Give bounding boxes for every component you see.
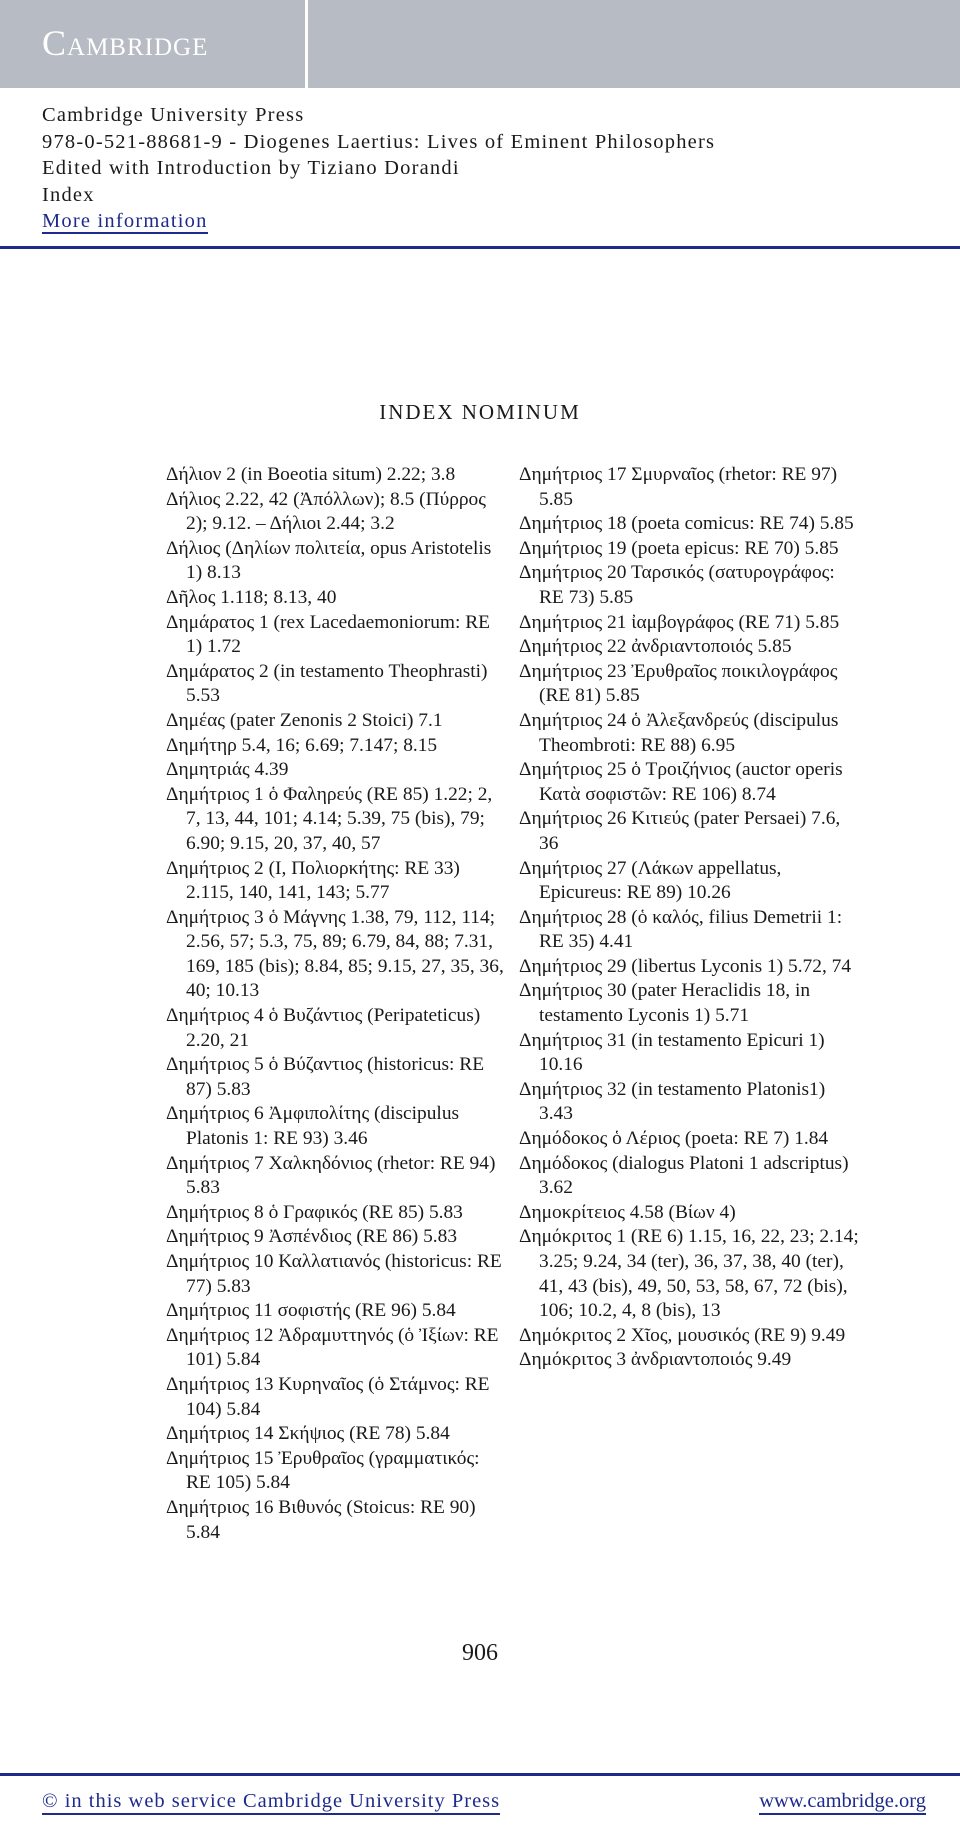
index-entry: Δημήτριος 2 (I, Πολιορκήτης: RE 33) 2.115, 140, 141, 143; 5.77: [166, 857, 460, 904]
index-entry: Δημόκριτος 2 Χῖος, μουσικός (RE 9) 9.49: [519, 1324, 846, 1346]
copyright-link[interactable]: © in this web service Cambridge University Press: [42, 1790, 500, 1815]
index-entry: Δημήτριος 1 ὁ Φαληρεύς (RE 85) 1.22; 2, 7, 13, 44, 101; 4.14; 5.39, 75 (bis), 79; 6.90; 9.15, 20, 37, 40, 57: [166, 783, 493, 854]
isbn-title: 978-0-521-88681-9 - Diogenes Laertius: Lives of Eminent Philosophers: [42, 130, 716, 153]
index-entry: Δημοκρίτειος 4.58 (Βίων 4): [519, 1201, 736, 1223]
index-entry: Δημόδοκος (dialogus Platoni 1 adscriptus) 3.62: [519, 1152, 849, 1199]
index-entry: Δημήτριος 32 (in testamento Platonis1) 3.43: [519, 1078, 826, 1125]
index-entry: Δημήτριος 11 σοφιστής (RE 96) 5.84: [166, 1300, 456, 1322]
index-entry: Δημήτριος 8 ὁ Γραφικός (RE 85) 5.83: [166, 1201, 463, 1223]
book-metadata: [42, 102, 715, 235]
index-entry: Δημήτριος 10 Καλλατιανός (historicus: RE 77) 5.83: [166, 1251, 502, 1297]
cambridge-website-link[interactable]: www.cambridge.org: [759, 1790, 926, 1815]
more-information-link[interactable]: More information: [42, 210, 208, 232]
index-entry: Δημάρατος 2 (in testamento Theophrasti) 5.53: [166, 660, 488, 707]
editor-line: Edited with Introduction by Tiziano Dorandi: [42, 157, 460, 179]
index-entry: Δημήτριος 22 ἀνδριαντοποιός 5.85: [519, 636, 792, 658]
index-entry: Δημήτριος 9 Ἀσπένδιος (RE 86) 5.83: [166, 1226, 458, 1248]
index-left-column: [166, 463, 506, 1545]
index-entry: Δημήτριος 24 ὁ Ἀλεξανδρεύς (discipulus Theombroti: RE 88) 6.95: [519, 709, 839, 756]
index-entry: Δημόδοκος ὁ Λέριος (poeta: RE 7) 1.84: [519, 1128, 829, 1150]
index-entry: Δημήτριος 25 ὁ Τροιζήνιος (auctor operis Κατὰ σοφιστῶν: RE 106) 8.74: [519, 759, 843, 805]
index-entry: Δημήτριος 23 Ἐρυθραῖος ποικιλογράφος (RE 81) 5.85: [519, 660, 838, 707]
index-entry: Δημήτριος 7 Χαλκηδόνιος (rhetor: RE 94) 5.83: [166, 1152, 496, 1199]
index-entry: Δημήτριος 29 (libertus Lyconis 1) 5.72, 74: [519, 955, 852, 977]
index-entry: Δημάρατος 1 (rex Lacedaemoniorum: RE 1) 1.72: [166, 611, 490, 658]
index-entry: Δημήτριος 20 Ταρσικός (σατυρογράφος: RE 73) 5.85: [519, 562, 835, 608]
index-entry: Δημήτριος 15 Ἐρυθραῖος (γραμματικός: RE 105) 5.84: [166, 1447, 480, 1494]
publisher-banner: [0, 0, 960, 88]
index-entry: Δημήτηρ 5.4, 16; 6.69; 7.147; 8.15: [166, 734, 438, 756]
index-entry: Δημήτριος 14 Σκήψιος (RE 78) 5.84: [166, 1423, 450, 1445]
cambridge-logo: Cambridge: [42, 23, 209, 63]
banner-divider: [305, 0, 308, 88]
publisher-name: Cambridge University Press: [42, 104, 305, 126]
index-entry: Δημήτριος 31 (in testamento Epicuri 1) 10.16: [519, 1029, 825, 1076]
index-title: INDEX NOMINUM: [379, 400, 581, 424]
index-entry: Δημητριάς 4.39: [166, 759, 289, 781]
index-entry: Δημήτριος 18 (poeta comicus: RE 74) 5.85: [519, 513, 854, 535]
index-entry: Δημέας (pater Zenonis 2 Stoici) 7.1: [166, 709, 443, 731]
index-entry: Δῆλος 1.118; 8.13, 40: [166, 586, 337, 608]
page-number: 906: [462, 1640, 498, 1666]
index-entry: Δημήτριος 30 (pater Heraclidis 18, in testamento Lyconis 1) 5.71: [519, 980, 811, 1027]
index-entry: Δημήτριος 13 Κυρηναῖος (ὁ Στάμνος: RE 104) 5.84: [166, 1373, 490, 1420]
index-entry: Δημήτριος 12 Ἀδραμυττηνός (ὁ Ἰξίων: RE 101) 5.84: [166, 1324, 499, 1371]
section-label: Index: [42, 183, 95, 206]
index-entry: Δημήτριος 28 (ὁ καλός, filius Demetrii 1: RE 35) 4.41: [519, 906, 843, 953]
index-entry: Δημήτριος 3 ὁ Μάγνης 1.38, 79, 112, 114; 2.56, 57; 5.3, 75, 89; 6.79, 84, 88; 7.31, 169, 185 (bis); 8.84, 85; 9.15, 27, 35, 36, 40; 10.13: [166, 906, 504, 1002]
footer-rule: [0, 1773, 960, 1776]
header-rule: [0, 246, 960, 249]
index-entry: Δημόκριτος 3 ἀνδριαντοποιός 9.49: [519, 1349, 792, 1371]
index-entry: Δημήτριος 6 Ἀμφιπολίτης (discipulus Platonis 1: RE 93) 3.46: [166, 1103, 460, 1150]
index-entry: Δημήτριος 19 (poeta epicus: RE 70) 5.85: [519, 537, 839, 559]
index-entry: Δήλιος (Δηλίων πολιτεία, opus Aristotelis 1) 8.13: [166, 537, 492, 584]
index-entry: Δημήτριος 16 Βιθυνός (Stoicus: RE 90) 5.84: [166, 1496, 476, 1543]
index-entry: Δήλιος 2.22, 42 (Ἀπόλλων); 8.5 (Πύρρος 2); 9.12. – Δήλιοι 2.44; 3.2: [166, 488, 486, 535]
index-right-column: [519, 463, 859, 1373]
index-entry: Δημήτριος 27 (Λάκων appellatus, Epicureus: RE 89) 10.26: [519, 857, 782, 904]
index-entry: Δημήτριος 26 Κιτιεύς (pater Persaei) 7.6, 36: [519, 808, 841, 854]
index-entry: Δημήτριος 5 ὁ Βύζαντιος (historicus: RE 87) 5.83: [166, 1054, 485, 1100]
index-entry: Δημήτριος 4 ὁ Βυζάντιος (Peripateticus) 2.20, 21: [166, 1005, 481, 1051]
index-entry: Δημήτριος 17 Σμυρναῖος (rhetor: RE 97) 5.85: [519, 464, 838, 510]
index-entry: Δήλιον 2 (in Boeotia situm) 2.22; 3.8: [166, 464, 456, 485]
index-entry: Δημήτριος 21 ἰαμβογράφος (RE 71) 5.85: [519, 611, 840, 633]
index-entry: Δημόκριτος 1 (RE 6) 1.15, 16, 22, 23; 2.14; 3.25; 9.24, 34 (ter), 36, 37, 38, 40 (ter), 41, 43 (bis), 49, 50, 53, 58, 67, 72 (bis), 106; 10.2, 4, 8 (bis), 13: [519, 1226, 859, 1322]
